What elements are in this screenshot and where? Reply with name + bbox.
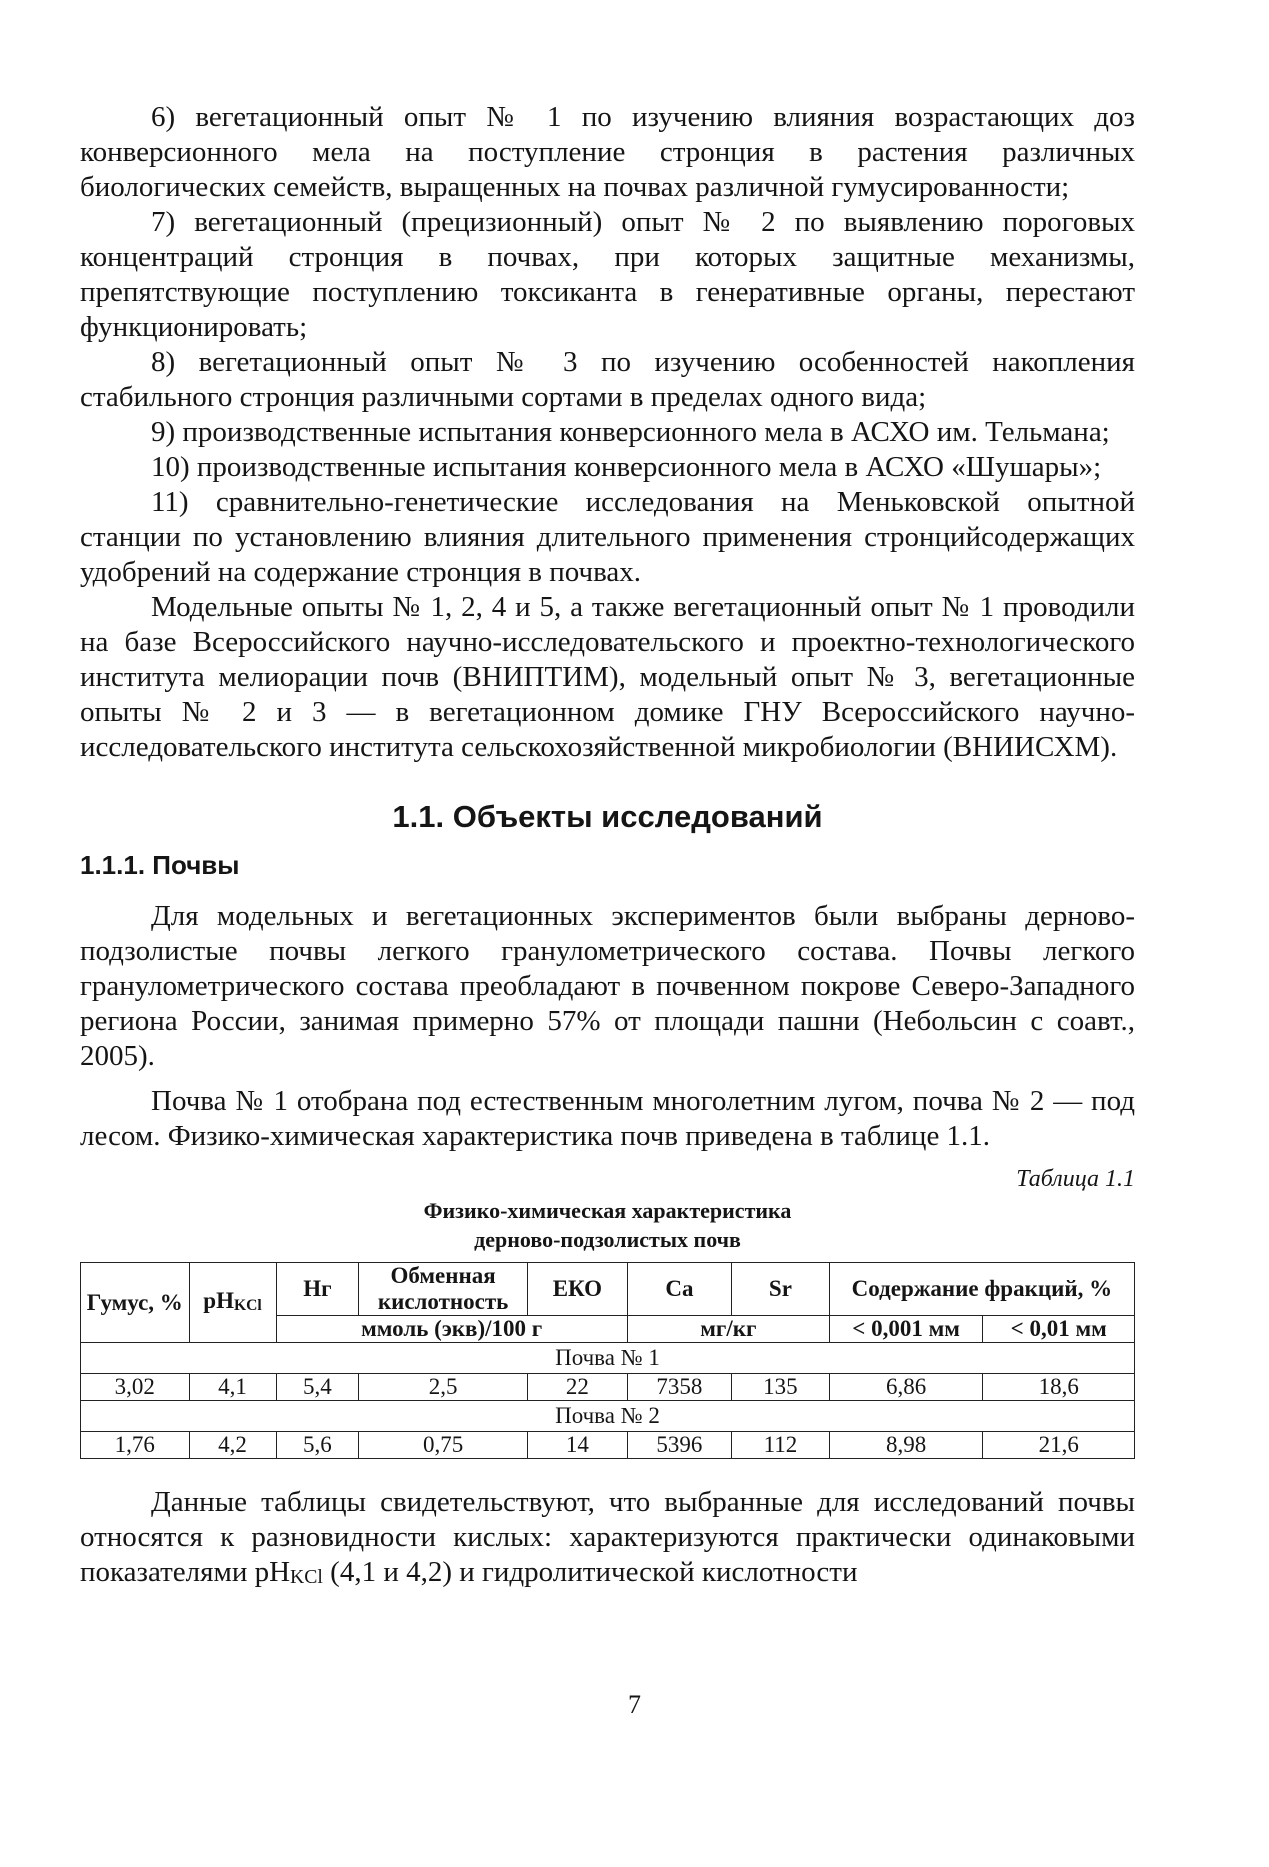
list-item: 8) вегетационный опыт № 3 по изучению особенностей накопления стабильного стронция различными сортами в пределах одного вида; [80,346,1135,413]
table-row [81,1374,1135,1401]
header-sr: Sr [732,1263,830,1316]
list-item: 10) производственные испытания конверсионного мела в АСХО «Шушары»; [151,451,1102,483]
cell-exchange: 0,75 [359,1432,528,1459]
list-item: 11) сравнительно-генетические исследования на Меньковской опытной станции по установлению влияния длительного применения стронцийсодержащих удобрений на содержание стронция в почвах. [80,486,1135,588]
list-item: 6) вегетационный опыт № 1 по изучению влияния возрастающих доз конверсионного мела на поступление стронция в растения различных биологических семейств, выращенных на почвах различной гумусированности; [80,101,1135,203]
group-label-soil-1: Почва № 1 [81,1343,1135,1374]
cell-ph: 4,1 [189,1374,276,1401]
unit-mgkg: мг/кг [627,1316,829,1343]
section-title: 1.1. Объекты исследований [392,799,823,834]
cell-fraction-large: 18,6 [983,1374,1135,1401]
paragraph-after-main: Данные таблицы свидетельствуют, что выбранные для исследований почвы относятся к разновидности кислых: характеризуются практически одинаковыми показателями pH [80,1486,1135,1588]
group-row [81,1343,1135,1374]
cell-fraction-large: 21,6 [983,1432,1135,1459]
paragraph-after-tail: (4,1 и 4,2) и гидролитической кислотности [322,1556,858,1588]
header-ph-main: pH [203,1288,234,1313]
cell-hg: 5,4 [276,1374,359,1401]
header-ph-sub: KCl [233,1296,262,1314]
soil-properties-table [80,1262,1135,1459]
cell-hg: 5,6 [276,1432,359,1459]
cell-fraction-small: 6,86 [829,1374,983,1401]
table-row [81,1432,1135,1459]
document-page [80,100,1135,1593]
group-label-soil-2: Почва № 2 [81,1401,1135,1432]
cell-exchange: 2,5 [359,1374,528,1401]
page-number: 7 [628,1690,641,1719]
paragraph-after-sub: KCl [290,1565,323,1588]
cell-humus: 3,02 [81,1374,190,1401]
header-fraction-large: < 0,01 мм [983,1316,1135,1343]
group-row [81,1401,1135,1432]
cell-ph: 4,2 [189,1432,276,1459]
cell-eko: 14 [527,1432,627,1459]
subsection-title: 1.1.1. Почвы [80,850,240,880]
unit-mmol: ммоль (экв)/100 г [276,1316,627,1343]
cell-humus: 1,76 [81,1432,190,1459]
header-eko: ЕКО [527,1263,627,1316]
paragraph-soils-2: Почва № 1 отобрана под естественным многолетним лугом, почва № 2 — под лесом. Физико-химическая характеристика почв приведена в таблице 1.1. [80,1085,1135,1152]
numbered-list [80,100,1135,590]
list-item: 7) вегетационный (прецизионный) опыт № 2 по выявлению пороговых концентраций стронция в почвах, при которых защитные механизмы, препятствующие поступлению токсиканта в генеративные органы, перестают функционировать; [80,206,1135,343]
cell-eko: 22 [527,1374,627,1401]
table-title-line-2: дерново-подзолистых почв [474,1227,741,1252]
list-item: 9) производственные испытания конверсионного мела в АСХО им. Тельмана; [151,416,1110,448]
paragraph-models: Модельные опыты № 1, 2, 4 и 5, а также вегетационный опыт № 1 проводили на базе Всероссийского научно-исследовательского и проектно-технологического института мелиорации почв (ВНИПТИМ), модельный опыт № 3, вегетационные опыты № 2 и 3 — в вегетационном домике ГНУ Всероссийского научно-исследовательского института сельскохозяйственной микробиологии (ВНИИСХМ). [80,591,1135,763]
header-fractions: Содержание фракций, % [829,1263,1134,1316]
paragraph-after-table [80,1485,1135,1593]
cell-sr: 112 [732,1432,830,1459]
header-humus: Гумус, % [81,1263,190,1343]
cell-ca: 5396 [627,1432,731,1459]
table-label: Таблица 1.1 [1016,1166,1135,1192]
header-ph [189,1263,276,1343]
header-exchange-acidity: Обменная кислотность [359,1263,528,1316]
table-header-row [81,1263,1135,1316]
cell-fraction-small: 8,98 [829,1432,983,1459]
table-title-line-1: Физико-химическая характеристика [423,1198,792,1223]
table-title [80,1196,1135,1254]
paragraph-soils-1: Для модельных и вегетационных экспериментов были выбраны дерново-подзолистые почвы легкого гранулометрического состава. Почвы легкого гранулометрического состава преобладают в почвенном покрове Северо-Западного региона России, занимая примерно 57% от площади пашни (Небольсин с соавт., 2005). [80,900,1135,1072]
header-fraction-small: < 0,001 мм [829,1316,983,1343]
header-ca: Ca [627,1263,731,1316]
cell-ca: 7358 [627,1374,731,1401]
header-hg: Hг [276,1263,359,1316]
cell-sr: 135 [732,1374,830,1401]
